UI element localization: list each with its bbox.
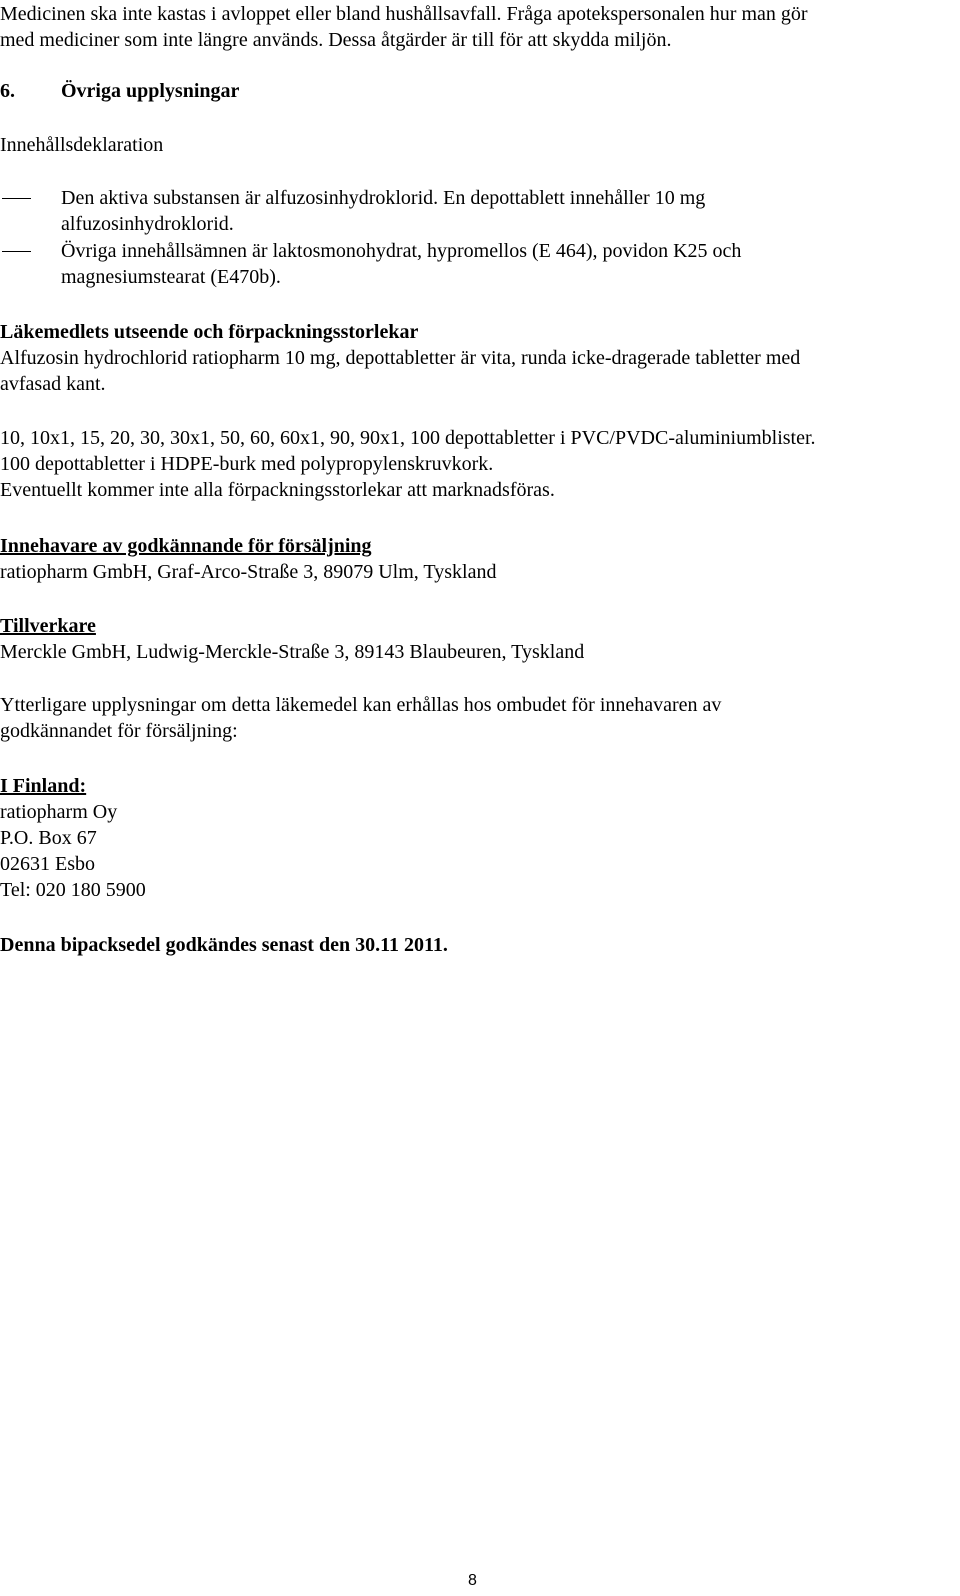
- disposal-line-2: med mediciner som inte längre används. Dessa åtgärder är till för att skydda miljön.: [0, 29, 672, 51]
- appearance-line-1: Alfuzosin hydrochlorid ratiopharm 10 mg, depottabletter är vita, runda icke-dragerade tabletter med: [0, 347, 801, 369]
- contents-item-2-line-2: magnesiumstearat (E470b).: [61, 266, 281, 288]
- finland-city: 02631 Esbo: [0, 853, 95, 875]
- finland-tel: Tel: 020 180 5900: [0, 879, 146, 901]
- contents-item-1-line-1: Den aktiva substansen är alfuzosinhydroklorid. En depottablett innehåller 10 mg: [61, 187, 706, 209]
- finland-heading: I Finland:: [0, 775, 87, 797]
- contents-item-2-line-1: Övriga innehållsämnen är laktosmonohydrat, hypromellos (E 464), povidon K25 och: [61, 240, 742, 262]
- approval-date: Denna bipacksedel godkändes senast den 30.11 2011.: [0, 934, 448, 956]
- disposal-line-1: Medicinen ska inte kastas i avloppet eller bland hushållsavfall. Fråga apotekspersonalen hur man gör: [0, 3, 808, 25]
- manufacturer-heading: Tillverkare: [0, 615, 96, 637]
- packs-line-3: Eventuellt kommer inte alla förpackningsstorlekar att marknadsföras.: [0, 479, 555, 501]
- appearance-heading: Läkemedlets utseende och förpackningsstorlekar: [0, 321, 419, 343]
- manufacturer-text: Merckle GmbH, Ludwig-Merckle-Straße 3, 89143 Blaubeuren, Tyskland: [0, 641, 585, 663]
- finland-company: ratiopharm Oy: [0, 801, 118, 823]
- further-line-1: Ytterligare upplysningar om detta läkemedel kan erhållas hos ombudet för innehavaren av: [0, 694, 722, 716]
- page-number: 8: [468, 1572, 477, 1589]
- appearance-line-2: avfasad kant.: [0, 373, 106, 395]
- further-line-2: godkännandet för försäljning:: [0, 720, 238, 742]
- list-bullet-dash: [2, 251, 31, 252]
- holder-heading: Innehavare av godkännande för försäljning: [0, 535, 372, 557]
- section-number: 6.: [0, 80, 15, 102]
- section-title: Övriga upplysningar: [61, 80, 240, 102]
- holder-text: ratiopharm GmbH, Graf-Arco-Straße 3, 89079 Ulm, Tyskland: [0, 561, 497, 583]
- packs-line-2: 100 depottabletter i HDPE-burk med polypropylenskruvkork.: [0, 453, 494, 475]
- contents-item-1-line-2: alfuzosinhydroklorid.: [61, 213, 234, 235]
- packs-line-1: 10, 10x1, 15, 20, 30, 30x1, 50, 60, 60x1, 90, 90x1, 100 depottabletter i PVC/PVDC-aluminiumblister.: [0, 427, 816, 449]
- list-bullet-dash: [2, 198, 31, 199]
- finland-box: P.O. Box 67: [0, 827, 97, 849]
- contents-heading: Innehållsdeklaration: [0, 134, 164, 156]
